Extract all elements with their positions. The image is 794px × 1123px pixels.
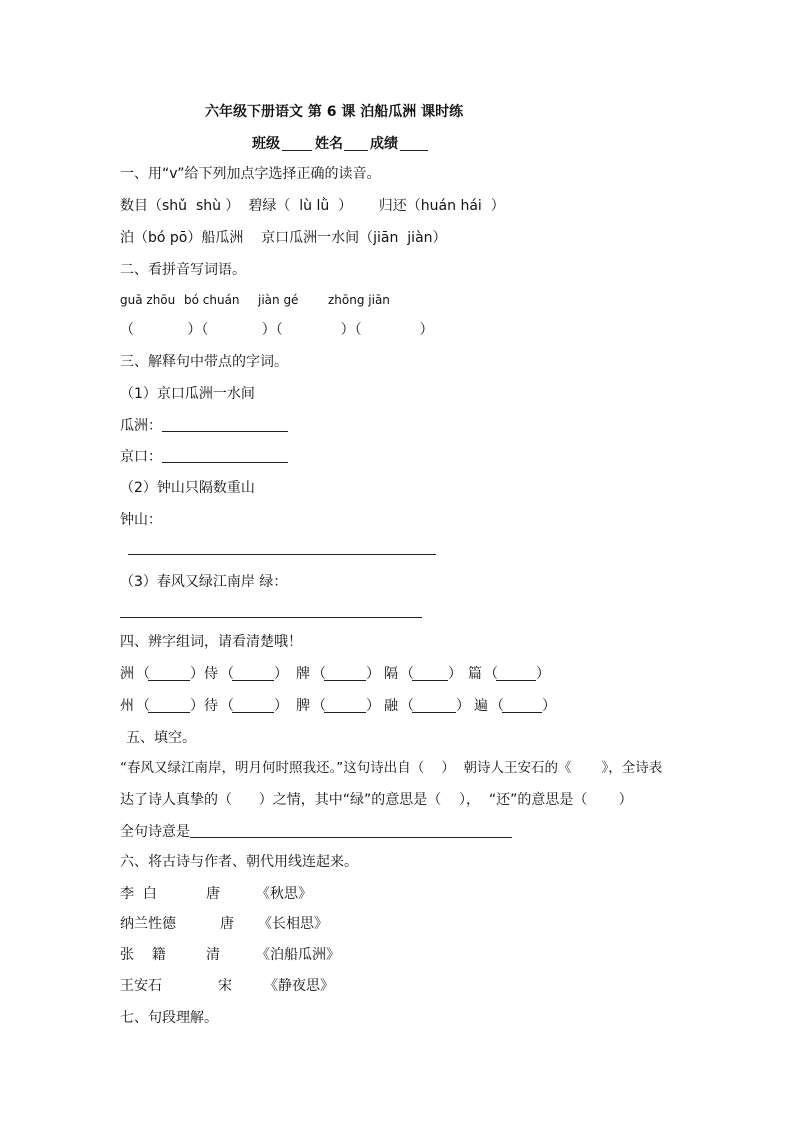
match-author: 纳兰性德 — [120, 916, 176, 932]
q1-a-answer-line[interactable] — [162, 431, 288, 432]
q2-a-label: 钟山： — [120, 512, 162, 528]
blank-field[interactable] — [148, 680, 190, 681]
blank-field[interactable] — [502, 712, 542, 713]
paren-open: （ — [136, 666, 150, 682]
match-poem: 《泊船瓜洲》 — [256, 947, 340, 963]
q1-a-label: 瓜洲： — [120, 418, 162, 434]
class-field[interactable] — [282, 150, 312, 151]
section5-line1: “春风又绿江南岸，明月何时照我还。”这句诗出自（ ） 朝诗人王安石的《 》，全诗表 — [120, 760, 663, 776]
paren-open: （ — [312, 666, 326, 682]
match-dynasty: 宋 — [218, 978, 232, 994]
match-poem: 《秋思》 — [256, 886, 312, 902]
pinyin-1: guā zhōu — [120, 293, 176, 307]
pinyin-4: zhōng jiān — [328, 293, 390, 307]
section5-line3-label: 全句诗意是 — [120, 824, 190, 840]
blank-field[interactable] — [324, 712, 366, 713]
score-label: 成绩 — [370, 136, 398, 152]
answer-brackets[interactable]: （ ）（ ）（ ）（ ） — [120, 322, 434, 338]
match-author: 张 籍 — [120, 947, 166, 963]
q2-a-answer-line[interactable] — [128, 554, 436, 555]
paren-open: （ — [400, 698, 414, 714]
page-title: 六年级下册语文 第 6 课 泊船瓜洲 课时练 — [205, 104, 464, 120]
char-item: 洲 — [120, 666, 134, 682]
q1-b-answer-line[interactable] — [162, 462, 288, 463]
section4-heading: 四、辨字组词，请看清楚哦！ — [120, 634, 302, 650]
paren-close: ） — [190, 698, 204, 714]
match-author: 王安石 — [120, 978, 162, 994]
class-label: 班级 — [252, 136, 280, 152]
char-item: 隔 — [384, 666, 398, 682]
paren-close: ） — [448, 666, 462, 682]
blank-field[interactable] — [232, 680, 274, 681]
paren-open: （ — [220, 698, 234, 714]
match-dynasty: 唐 — [220, 916, 234, 932]
q1-b-label: 京口： — [120, 449, 162, 465]
section5-heading: 五、填空。 — [126, 730, 196, 746]
section1-line1: 数目（shǔ shù ） 碧绿（ lù lǜ ） 归还（huán hái ） — [120, 198, 505, 214]
match-author: 李 白 — [120, 886, 157, 902]
char-item: 待 — [204, 698, 218, 714]
section3-q1: （1）京口瓜洲一水间 — [120, 386, 255, 402]
section2-heading: 二、看拼音写词语。 — [120, 262, 246, 278]
paren-close: ） — [542, 698, 556, 714]
paren-close: ） — [456, 698, 470, 714]
section7-heading: 七、句段理解。 — [120, 1010, 218, 1026]
char-item: 脾 — [296, 698, 310, 714]
paren-close: ） — [366, 666, 380, 682]
match-dynasty: 清 — [206, 947, 220, 963]
section1-heading: 一、用“v”给下列加点字选择正确的读音。 — [120, 166, 381, 182]
section3-heading: 三、解释句中带点的字词。 — [120, 354, 288, 370]
paren-close: ） — [366, 698, 380, 714]
paren-close: ） — [274, 666, 288, 682]
q3-answer-line[interactable] — [120, 617, 422, 618]
blank-field[interactable] — [232, 712, 274, 713]
char-item: 侍 — [204, 666, 218, 682]
paren-open: （ — [220, 666, 234, 682]
poem-meaning-answer-line[interactable] — [190, 837, 512, 838]
name-label: 姓名 — [315, 136, 343, 152]
section3-q2: （2）钟山只隔数重山 — [120, 480, 255, 496]
pinyin-2: bó chuán — [184, 293, 240, 307]
paren-close: ） — [190, 666, 204, 682]
section5-line2: 达了诗人真挚的（ ）之情，其中“绿”的意思是（ ）， “还”的意思是（ ） — [120, 792, 633, 808]
paren-open: （ — [484, 666, 498, 682]
match-poem: 《静夜思》 — [264, 978, 334, 994]
char-item: 篇 — [468, 666, 482, 682]
section6-heading: 六、将古诗与作者、朝代用线连起来。 — [120, 854, 358, 870]
paren-open: （ — [136, 698, 150, 714]
paren-close: ） — [274, 698, 288, 714]
paren-open: （ — [312, 698, 326, 714]
blank-field[interactable] — [496, 680, 536, 681]
paren-close: ） — [536, 666, 550, 682]
score-field[interactable] — [400, 150, 428, 151]
pinyin-3: jiàn gé — [258, 293, 299, 307]
char-item: 融 — [384, 698, 398, 714]
paren-open: （ — [400, 666, 414, 682]
name-field[interactable] — [344, 150, 368, 151]
section1-line2: 泊（bó pō）船瓜洲 京口瓜洲一水间（jiān jiàn） — [120, 230, 447, 246]
blank-field[interactable] — [412, 680, 448, 681]
blank-field[interactable] — [148, 712, 190, 713]
char-item: 遍 — [474, 698, 488, 714]
blank-field[interactable] — [324, 680, 366, 681]
blank-field[interactable] — [412, 712, 456, 713]
section3-q3: （3）春风又绿江南岸 绿： — [120, 574, 288, 590]
paren-open: （ — [490, 698, 504, 714]
match-dynasty: 唐 — [206, 886, 220, 902]
char-item: 州 — [120, 698, 134, 714]
match-poem: 《长相思》 — [258, 916, 328, 932]
char-item: 牌 — [296, 666, 310, 682]
